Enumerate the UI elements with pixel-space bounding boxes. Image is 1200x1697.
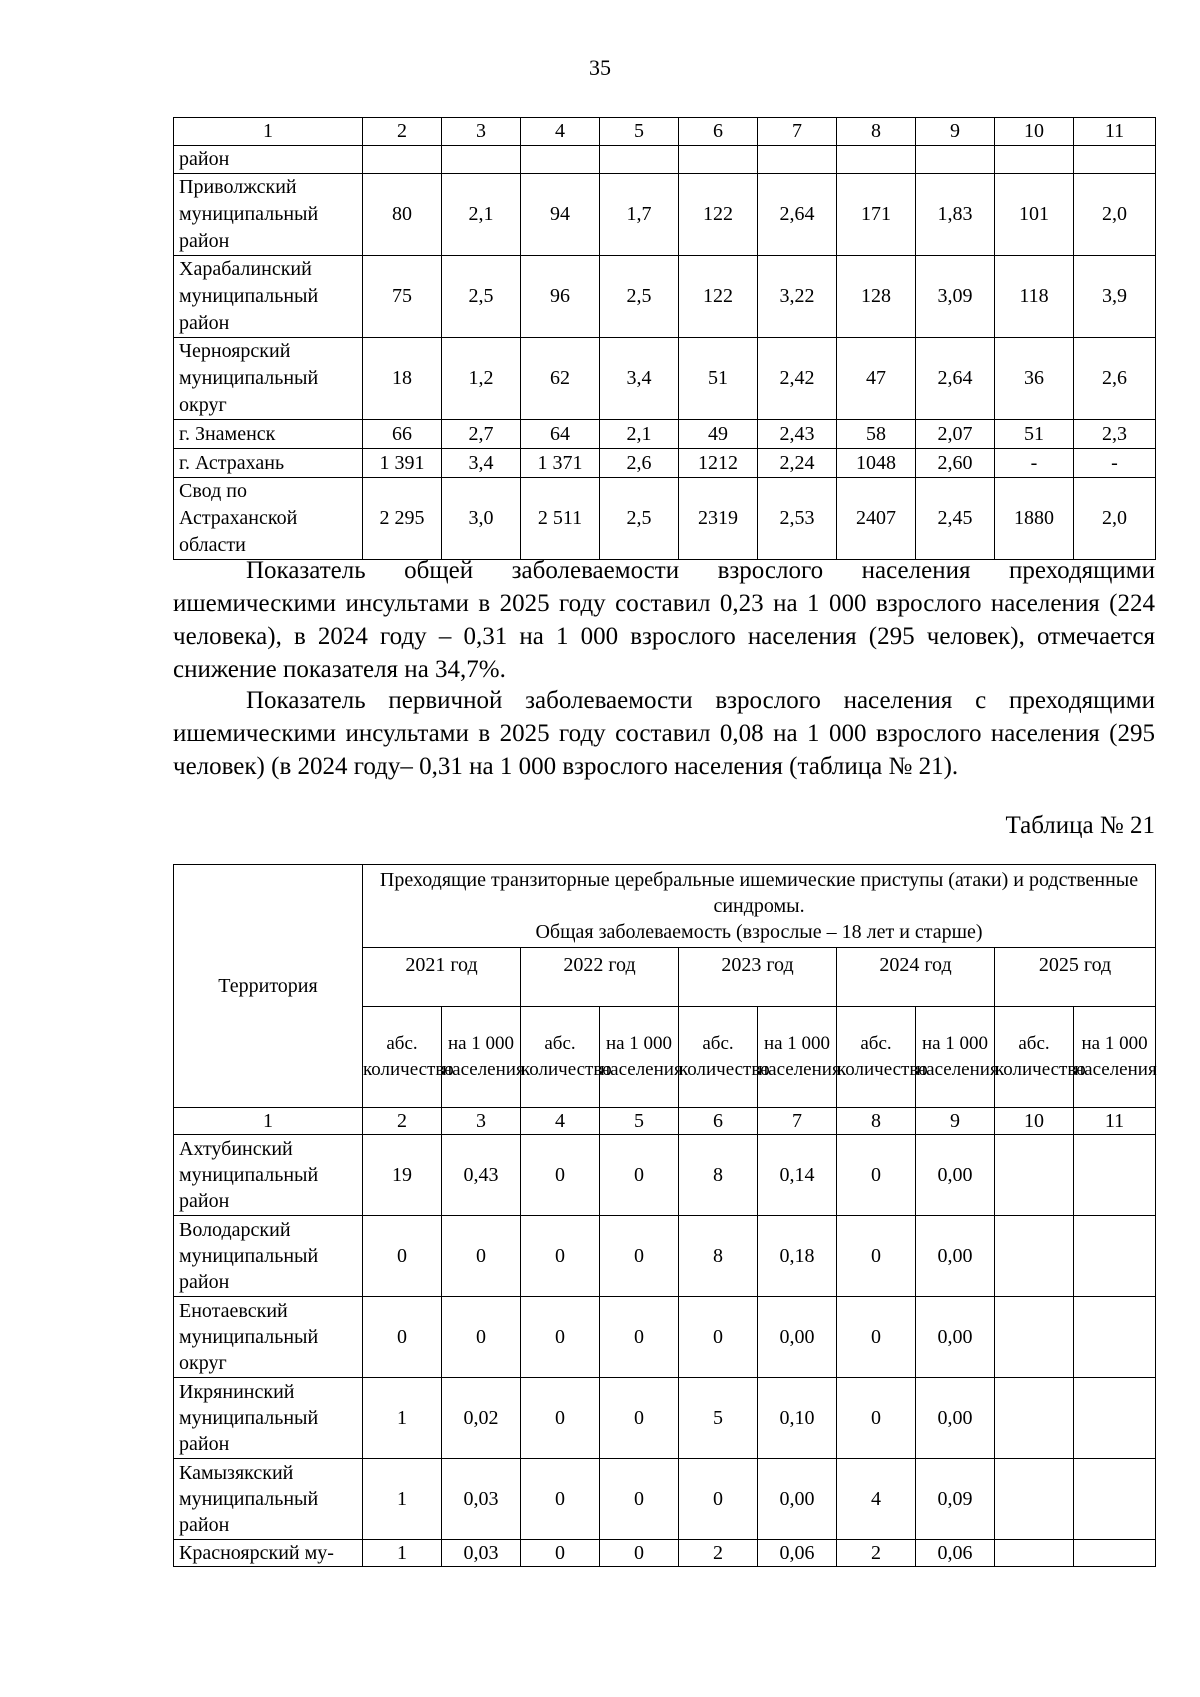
year-header: 2025 год	[995, 948, 1156, 1007]
table-cell: 0	[442, 1297, 521, 1378]
table-row	[174, 1459, 1156, 1540]
rate-header: на 1 000 населения	[916, 1007, 995, 1108]
table-cell: 8	[679, 1216, 758, 1297]
table-cell: 3,4	[442, 449, 521, 478]
table-cell	[442, 146, 521, 174]
table-cell: 1	[363, 1378, 442, 1459]
rate-header: на 1 000 населения	[758, 1007, 837, 1108]
territory-name: Икрянинский муниципальный район	[174, 1378, 363, 1459]
table-cell: 1,7	[600, 174, 679, 256]
table-cell: 51	[995, 420, 1074, 449]
table-cell: 2 295	[363, 478, 442, 560]
territory-name: Свод по Астраханской области	[174, 478, 363, 560]
abs-count-header: абс. количество	[363, 1007, 442, 1108]
table-cell: 0,00	[916, 1216, 995, 1297]
column-number: 9	[916, 118, 995, 146]
table-row	[174, 1297, 1156, 1378]
table-cell: 0	[600, 1540, 679, 1567]
paragraph-primary-incidence: Показатель первичной заболеваемости взрослого населения с преходящими ишемическими инсультами в 2025 году составил 0,08 на 1 000 взрослого населения (295 человек) (в 2024 году– 0,31 на 1 000 взрослого населения (таблица № 21).	[173, 687, 1155, 780]
table-cell	[1074, 1459, 1156, 1540]
table-cell: 64	[521, 420, 600, 449]
rate-header: на 1 000 населения	[1074, 1007, 1156, 1108]
table-row	[174, 256, 1156, 338]
table-cell: 0,03	[442, 1540, 521, 1567]
column-number-row	[174, 118, 1156, 146]
table-cell: 1 371	[521, 449, 600, 478]
table-cell: 0,14	[758, 1135, 837, 1216]
year-header: 2022 год	[521, 948, 679, 1007]
column-number: 7	[758, 1108, 837, 1135]
table-cell: 2	[837, 1540, 916, 1567]
paragraph-general-incidence: Показатель общей заболеваемости взрослого населения преходящими ишемическими инсультами в 2025 году составил 0,23 на 1 000 взрослого населения (224 человека), в 2024 году – 0,31 на 1 000 взрослого населения (295 человек), отмечается снижение показателя на 34,7%.	[173, 557, 1155, 683]
table-cell: 1	[363, 1459, 442, 1540]
territory-name: Харабалинский муниципальный район	[174, 256, 363, 338]
table-cell: 0,10	[758, 1378, 837, 1459]
table-cell: 2,07	[916, 420, 995, 449]
table-cell: 2	[679, 1540, 758, 1567]
table-cell: 0	[837, 1216, 916, 1297]
table-row	[174, 146, 1156, 174]
table-cell	[521, 146, 600, 174]
table-cell: 18	[363, 338, 442, 420]
table-cell: 122	[679, 174, 758, 256]
abs-count-header: абс. количество	[837, 1007, 916, 1108]
table-cell	[995, 146, 1074, 174]
column-number: 5	[600, 1108, 679, 1135]
column-number: 6	[679, 1108, 758, 1135]
table-cell: 0,00	[916, 1297, 995, 1378]
table-cell: 2,1	[600, 420, 679, 449]
table-cell: 3,9	[1074, 256, 1156, 338]
table-cell	[1074, 1378, 1156, 1459]
table-cell: 0	[521, 1540, 600, 1567]
table-cell: 2 511	[521, 478, 600, 560]
table-cell: 0	[600, 1459, 679, 1540]
table-cell	[1074, 146, 1156, 174]
territory-name: Приволжский муниципальный район	[174, 174, 363, 256]
table-21-caption: Таблица № 21	[1005, 812, 1155, 839]
table-21	[173, 864, 1156, 1567]
table-continuation	[173, 117, 1156, 560]
table-cell: 2,5	[600, 478, 679, 560]
table-cell: 3,4	[600, 338, 679, 420]
year-header: 2023 год	[679, 948, 837, 1007]
table-cell: 2,5	[442, 256, 521, 338]
table-cell: 128	[837, 256, 916, 338]
territory-name: Енотаевский муниципальный округ	[174, 1297, 363, 1378]
table-cell: 0	[521, 1459, 600, 1540]
table-cell: 0	[521, 1378, 600, 1459]
column-number: 10	[995, 1108, 1074, 1135]
territory-name: г. Знаменск	[174, 420, 363, 449]
table-cell	[1074, 1297, 1156, 1378]
table-cell: 66	[363, 420, 442, 449]
table-cell	[600, 146, 679, 174]
table-cell: 2,0	[1074, 478, 1156, 560]
table-cell: 0	[521, 1135, 600, 1216]
table-cell: 122	[679, 256, 758, 338]
territory-name: Ахтубинский муниципальный район	[174, 1135, 363, 1216]
table-cell: 1880	[995, 478, 1074, 560]
table-cell	[758, 146, 837, 174]
table-row	[174, 174, 1156, 256]
rate-header: на 1 000 населения	[442, 1007, 521, 1108]
table-cell: 2,0	[1074, 174, 1156, 256]
column-number: 3	[442, 1108, 521, 1135]
column-number: 10	[995, 118, 1074, 146]
table-21-title-line2: Общая заболеваемость (взрослые – 18 лет и старше)	[535, 921, 983, 943]
territory-name: Володарский муниципальный район	[174, 1216, 363, 1297]
page-number: 35	[589, 55, 611, 80]
column-number: 7	[758, 118, 837, 146]
column-number: 6	[679, 118, 758, 146]
column-number: 8	[837, 1108, 916, 1135]
column-number: 1	[174, 118, 363, 146]
column-number: 11	[1074, 1108, 1156, 1135]
column-number: 4	[521, 1108, 600, 1135]
table-row	[174, 1216, 1156, 1297]
table-cell: 0,03	[442, 1459, 521, 1540]
table-cell: 0,00	[758, 1459, 837, 1540]
table-cell	[995, 1216, 1074, 1297]
table-cell: 0,06	[916, 1540, 995, 1567]
territory-name: Красноярский му-	[174, 1540, 363, 1567]
column-number: 4	[521, 118, 600, 146]
table-cell: 2,1	[442, 174, 521, 256]
table-cell	[916, 146, 995, 174]
column-number: 1	[174, 1108, 363, 1135]
table-row	[174, 1135, 1156, 1216]
table-cell: 0,06	[758, 1540, 837, 1567]
table-cell: 2407	[837, 478, 916, 560]
column-number: 5	[600, 118, 679, 146]
table-cell: 2,7	[442, 420, 521, 449]
table-row	[174, 478, 1156, 560]
column-number: 3	[442, 118, 521, 146]
table-cell: 0	[521, 1297, 600, 1378]
table-cell: 0,43	[442, 1135, 521, 1216]
table-cell: 2,60	[916, 449, 995, 478]
year-header: 2024 год	[837, 948, 995, 1007]
table-cell: 75	[363, 256, 442, 338]
table-cell: 2,64	[916, 338, 995, 420]
abs-count-header: абс. количество	[995, 1007, 1074, 1108]
table-cell	[679, 146, 758, 174]
column-number: 9	[916, 1108, 995, 1135]
table-cell	[995, 1459, 1074, 1540]
table-cell: 0	[837, 1297, 916, 1378]
table-cell: 2,64	[758, 174, 837, 256]
table-row	[174, 1378, 1156, 1459]
table-cell	[995, 1135, 1074, 1216]
table-cell: 2,6	[1074, 338, 1156, 420]
table-cell: 2,53	[758, 478, 837, 560]
table-cell: 19	[363, 1135, 442, 1216]
column-number: 2	[363, 118, 442, 146]
table-cell: 58	[837, 420, 916, 449]
table-cell: 2,5	[600, 256, 679, 338]
column-number-row	[174, 1108, 1156, 1135]
table-row	[174, 449, 1156, 478]
column-number: 8	[837, 118, 916, 146]
table-cell: 2319	[679, 478, 758, 560]
table-cell	[837, 146, 916, 174]
table-cell: 0,02	[442, 1378, 521, 1459]
table-cell	[363, 146, 442, 174]
abs-count-header: абс. количество	[679, 1007, 758, 1108]
table-cell	[995, 1378, 1074, 1459]
table-cell: 1,2	[442, 338, 521, 420]
table-row	[174, 1540, 1156, 1567]
table-cell	[995, 1540, 1074, 1567]
table-cell	[995, 1297, 1074, 1378]
territory-name: Камызякский муниципальный район	[174, 1459, 363, 1540]
table-cell: 0	[442, 1216, 521, 1297]
table-cell: 4	[837, 1459, 916, 1540]
table-cell: 0	[679, 1297, 758, 1378]
column-number: 11	[1074, 118, 1156, 146]
table-cell: 2,3	[1074, 420, 1156, 449]
table-21-title-row	[174, 865, 1156, 948]
table-21-title-line1: Преходящие транзиторные церебральные ишемические приступы (атаки) и родственные синдромы.	[379, 869, 1139, 917]
table-21-title	[363, 865, 1156, 948]
table-cell: 101	[995, 174, 1074, 256]
table-cell: 1	[363, 1540, 442, 1567]
table-cell: 0	[837, 1378, 916, 1459]
table-row	[174, 420, 1156, 449]
table-cell: 96	[521, 256, 600, 338]
column-number: 2	[363, 1108, 442, 1135]
table-cell: 3,22	[758, 256, 837, 338]
territory-name: Черноярский муниципальный округ	[174, 338, 363, 420]
table-cell: 0	[363, 1216, 442, 1297]
table-cell: 0,00	[916, 1135, 995, 1216]
table-cell: 2,45	[916, 478, 995, 560]
table-cell: -	[1074, 449, 1156, 478]
rate-header: на 1 000 населения	[600, 1007, 679, 1108]
table-row	[174, 338, 1156, 420]
table-cell: 49	[679, 420, 758, 449]
table-cell: 0,00	[758, 1297, 837, 1378]
table-cell: 0	[600, 1297, 679, 1378]
table-cell: 0,09	[916, 1459, 995, 1540]
table-cell: 0	[679, 1459, 758, 1540]
table-cell: 80	[363, 174, 442, 256]
territory-header: Территория	[174, 865, 363, 1108]
table-cell: 0	[600, 1135, 679, 1216]
table-cell: 0	[363, 1297, 442, 1378]
table-cell: 1212	[679, 449, 758, 478]
table-cell: 8	[679, 1135, 758, 1216]
abs-count-header: абс. количество	[521, 1007, 600, 1108]
table-cell	[1074, 1540, 1156, 1567]
territory-name: г. Астрахань	[174, 449, 363, 478]
table-cell: 0	[600, 1216, 679, 1297]
table-cell: 1048	[837, 449, 916, 478]
table-cell: 0	[837, 1135, 916, 1216]
territory-name: район	[174, 146, 363, 174]
table-cell: 94	[521, 174, 600, 256]
table-cell: 47	[837, 338, 916, 420]
table-cell: 118	[995, 256, 1074, 338]
year-header: 2021 год	[363, 948, 521, 1007]
table-cell: 5	[679, 1378, 758, 1459]
table-cell: 2,42	[758, 338, 837, 420]
table-cell: 2,43	[758, 420, 837, 449]
table-cell: 0	[521, 1216, 600, 1297]
table-cell: 2,24	[758, 449, 837, 478]
table-cell: 3,09	[916, 256, 995, 338]
table-cell: -	[995, 449, 1074, 478]
table-cell: 0,00	[916, 1378, 995, 1459]
table-cell	[1074, 1135, 1156, 1216]
table-cell: 2,6	[600, 449, 679, 478]
table-cell	[1074, 1216, 1156, 1297]
table-cell: 51	[679, 338, 758, 420]
table-cell: 0,18	[758, 1216, 837, 1297]
table-cell: 1 391	[363, 449, 442, 478]
table-cell: 1,83	[916, 174, 995, 256]
table-cell: 171	[837, 174, 916, 256]
table-cell: 36	[995, 338, 1074, 420]
table-cell: 0	[600, 1378, 679, 1459]
table-cell: 3,0	[442, 478, 521, 560]
table-cell: 62	[521, 338, 600, 420]
